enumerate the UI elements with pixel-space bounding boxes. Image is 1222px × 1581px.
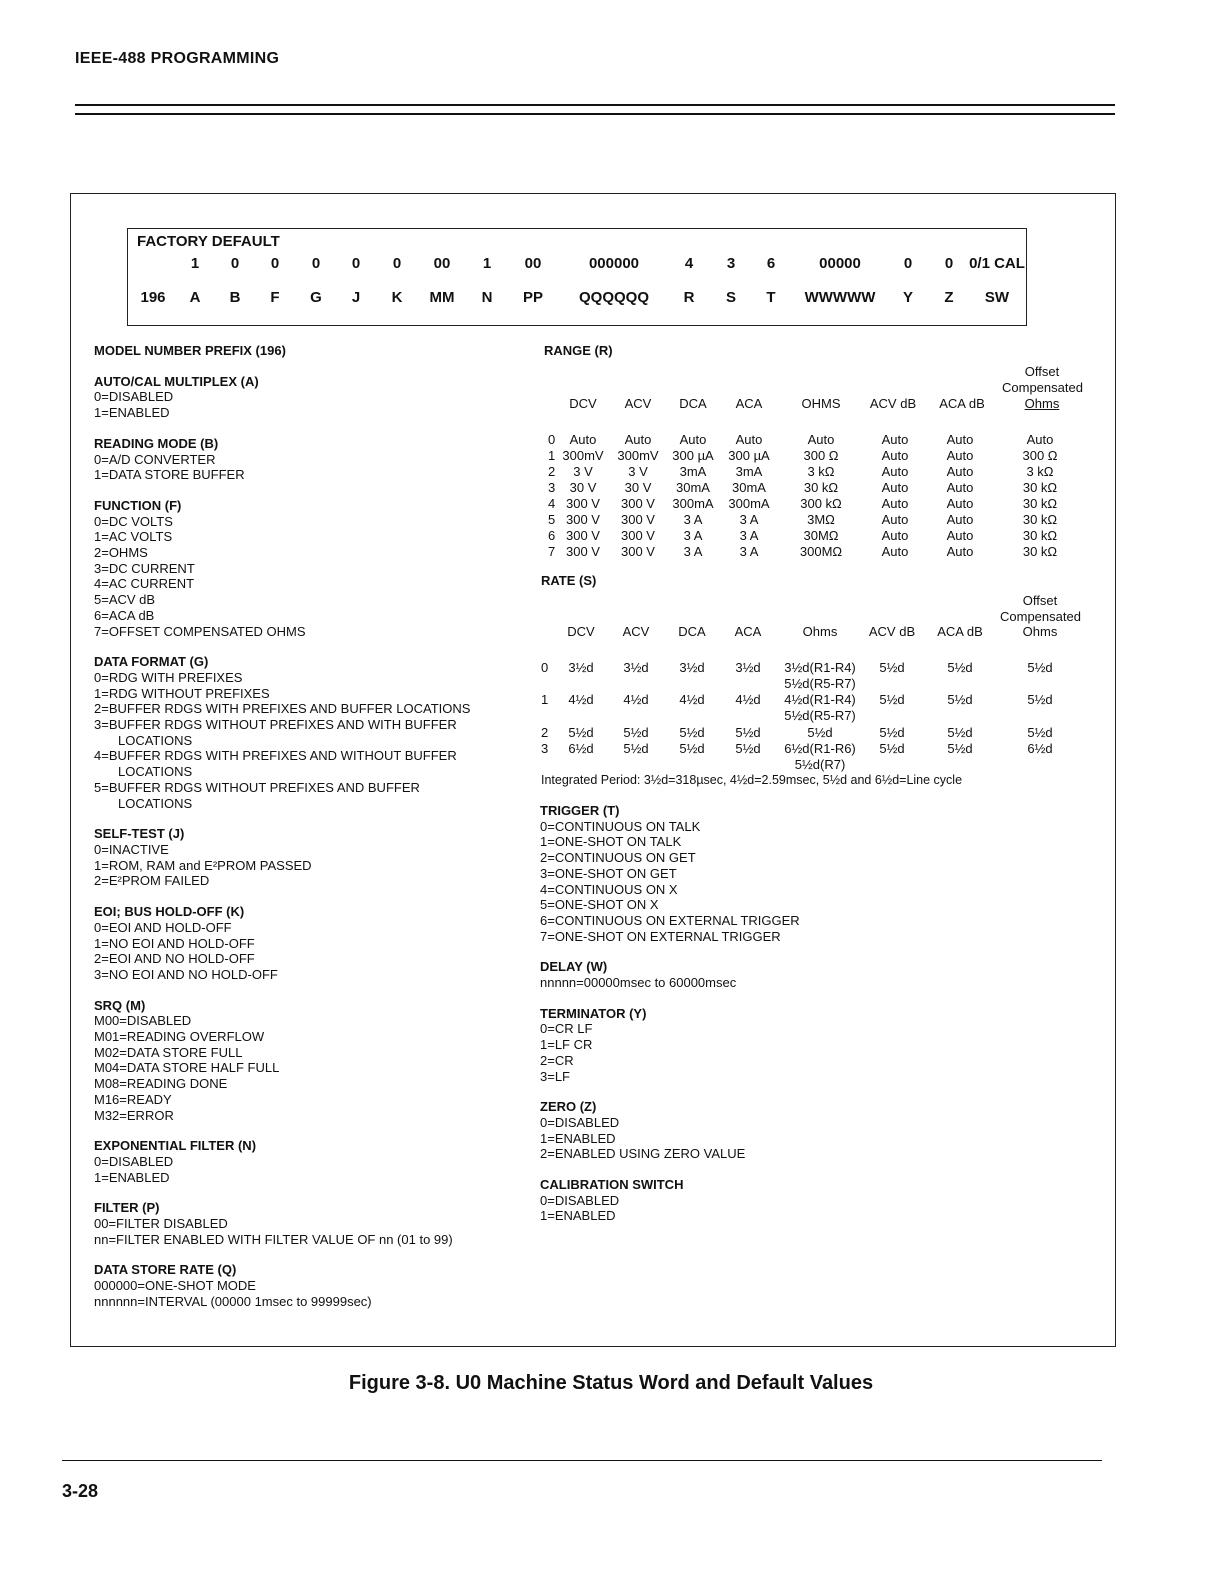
section	[540, 803, 1040, 944]
section-line: 0=INACTIVE	[94, 841, 169, 857]
rate-column-header: DCV	[567, 624, 595, 639]
offset-header: Ohms	[1024, 396, 1060, 411]
factory-default-letter: WWWWW	[804, 289, 876, 306]
section	[94, 904, 534, 983]
section-title: MODEL NUMBER PREFIX (196)	[94, 343, 286, 358]
range-cell: 3mA	[679, 464, 707, 479]
section-line: 1=ENABLED	[94, 1169, 170, 1185]
rate-cell: 5½d	[679, 725, 705, 740]
range-cell: 300 Ω	[1022, 448, 1058, 463]
section-line: M08=READING DONE	[94, 1076, 228, 1092]
section-line: LOCATIONS	[118, 764, 193, 780]
factory-default-value: 4	[684, 255, 694, 272]
section-line: 1=ENABLED	[540, 1130, 616, 1146]
range-cell: Auto	[881, 480, 909, 495]
range-cell: Auto	[881, 528, 909, 543]
section	[540, 1006, 1040, 1085]
range-cell: 300 Ω	[803, 448, 839, 463]
footer-rule	[62, 1460, 1102, 1461]
section-line: 5=ONE-SHOT ON X	[540, 897, 659, 913]
rate-row-number: 3	[541, 741, 549, 756]
rate-row-number: 2	[541, 725, 549, 740]
range-cell: 300 kΩ	[800, 496, 842, 511]
range-cell: Auto	[946, 432, 974, 447]
range-cell: Auto	[946, 464, 974, 479]
section-line: nn=FILTER ENABLED WITH FILTER VALUE OF nn (01 to 99)	[94, 1231, 453, 1247]
rate-cell: 5½d	[735, 725, 761, 740]
section-line: 1=NO EOI AND HOLD-OFF	[94, 935, 255, 951]
range-row-number: 1	[548, 448, 556, 463]
range-row-number: 7	[548, 544, 556, 559]
section-line: 0=CR LF	[540, 1021, 593, 1037]
right-column	[540, 803, 1040, 1224]
range-cell: Auto	[946, 448, 974, 463]
factory-default-letter: K	[391, 289, 403, 306]
factory-default-letter: F	[270, 289, 280, 306]
range-cell: Auto	[881, 432, 909, 447]
rate-cell: 6½d	[568, 741, 594, 756]
section-line: 1=LF CR	[540, 1037, 593, 1053]
rate-cell-sub: 5½d(R7)	[794, 757, 846, 772]
range-cell: 300 V	[621, 496, 655, 511]
rate-row-number: 0	[541, 660, 549, 675]
rate-column-header: ACA dB	[937, 624, 983, 639]
section-line: 000000=ONE-SHOT MODE	[94, 1278, 256, 1294]
rate-cell: 4½d	[679, 692, 705, 707]
factory-default-letter: PP	[522, 289, 543, 306]
rate-cell: 4½d	[623, 692, 649, 707]
rate-cell: 3½d	[623, 660, 649, 675]
range-cell: 300mA	[728, 496, 770, 511]
rate-cell: 5½d	[947, 692, 973, 707]
range-cell: Auto	[881, 448, 909, 463]
rate-cell: 5½d	[623, 725, 649, 740]
offset-header: Offset	[1022, 593, 1058, 608]
range-cell: 300 V	[566, 512, 600, 527]
section-title: SRQ (M)	[94, 997, 146, 1013]
section-line: 6=CONTINUOUS ON EXTERNAL TRIGGER	[540, 912, 800, 928]
rate-cell-sub: 5½d(R5-R7)	[784, 676, 856, 691]
factory-default-letter: T	[766, 289, 776, 306]
range-row-number: 2	[548, 464, 556, 479]
range-cell: Auto	[881, 544, 909, 559]
range-cell: Auto	[569, 432, 597, 447]
section-line: 1=RDG WITHOUT PREFIXES	[94, 685, 270, 701]
range-column-header: ACA	[735, 396, 763, 411]
factory-default-value: 0/1 CAL	[969, 255, 1025, 272]
range-cell: 3 V	[573, 464, 593, 479]
rate-column-header: ACV dB	[868, 624, 916, 639]
rate-cell: 5½d	[879, 725, 905, 740]
section-line: 5=ACV dB	[94, 592, 156, 608]
range-cell: Auto	[946, 496, 974, 511]
rate-title: RATE (S)	[541, 573, 597, 588]
section-title: TERMINATOR (Y)	[540, 1005, 647, 1021]
range-cell: 300 V	[621, 544, 655, 559]
rate-cell: 4½d	[568, 692, 594, 707]
rate-cell: 5½d	[735, 741, 761, 756]
factory-default-value: 6	[766, 255, 776, 272]
section-title: READING MODE (B)	[94, 435, 219, 451]
section-line: 0=DISABLED	[94, 389, 174, 405]
range-cell: 3 A	[739, 528, 759, 543]
range-cell: 300 V	[566, 544, 600, 559]
section-title: SELF-TEST (J)	[94, 826, 185, 842]
factory-default-value: 0	[944, 255, 954, 272]
range-cell: Auto	[881, 464, 909, 479]
range-column-header: ACV	[624, 396, 652, 411]
rate-cell-sub: 5½d(R5-R7)	[784, 708, 856, 723]
page-number: 3-28	[62, 1481, 99, 1501]
range-cell: 3 V	[628, 464, 648, 479]
range-cell: 300 µA	[672, 448, 714, 463]
section	[94, 998, 534, 1124]
range-cell: 3 A	[683, 528, 703, 543]
section-line: 4=BUFFER RDGS WITH PREFIXES AND WITHOUT BUFFER	[94, 748, 457, 764]
range-cell: 300 µA	[728, 448, 770, 463]
factory-default-letter: A	[189, 289, 201, 306]
range-cell: Auto	[735, 432, 763, 447]
rate-cell: 4½d	[735, 692, 761, 707]
range-column-header: OHMS	[801, 396, 841, 411]
range-cell: 300mV	[617, 448, 659, 463]
section	[94, 1200, 534, 1247]
rate-cell: 5½d	[1027, 660, 1053, 675]
range-cell: 30mA	[676, 480, 710, 495]
section-line: nnnnn=00000msec to 60000msec	[540, 975, 737, 991]
offset-header: Compensated	[1000, 609, 1081, 624]
range-cell: 300 V	[566, 528, 600, 543]
section-line: M04=DATA STORE HALF FULL	[94, 1060, 280, 1076]
section-line: 7=OFFSET COMPENSATED OHMS	[94, 623, 306, 639]
factory-default-letter: MM	[429, 289, 455, 306]
factory-default-letter: QQQQQQ	[578, 289, 649, 306]
factory-default-value: 0	[270, 255, 280, 272]
section-line: M02=DATA STORE FULL	[94, 1044, 243, 1060]
section-line: 3=LF	[540, 1068, 570, 1084]
section-line: 2=E²PROM FAILED	[94, 873, 210, 889]
rate-cell: 4½d(R1-R4)	[784, 692, 856, 707]
rate-cell: 5½d	[879, 741, 905, 756]
range-cell: 30 kΩ	[1022, 480, 1058, 495]
factory-default-letter: B	[229, 289, 241, 306]
range-cell: 30 kΩ	[803, 480, 839, 495]
section-line: nnnnnn=INTERVAL (00000 1msec to 99999sec)	[94, 1293, 372, 1309]
section-line: 4=CONTINUOUS ON X	[540, 881, 678, 897]
section-line: 0=DISABLED	[540, 1192, 620, 1208]
range-cell: 30MΩ	[803, 528, 839, 543]
range-cell: Auto	[1026, 432, 1054, 447]
section	[540, 959, 1040, 990]
factory-default-letter: Z	[944, 289, 954, 306]
range-cell: 3 A	[739, 544, 759, 559]
rate-cell: 5½d	[1027, 692, 1053, 707]
section-title: FILTER (P)	[94, 1200, 160, 1216]
factory-default-letter: J	[351, 289, 361, 306]
range-cell: 3 A	[683, 512, 703, 527]
range-row-number: 3	[548, 480, 556, 495]
range-cell: 30 kΩ	[1022, 528, 1058, 543]
rate-cell: 5½d	[1027, 725, 1053, 740]
range-cell: 3 A	[683, 544, 703, 559]
factory-default-letter: N	[481, 289, 493, 306]
section-line: 0=EOI AND HOLD-OFF	[94, 919, 232, 935]
range-cell: Auto	[881, 496, 909, 511]
factory-default-value: 000000	[588, 255, 640, 272]
factory-default-value: 1	[190, 255, 200, 272]
factory-default-letter: R	[683, 289, 695, 306]
section-line: 1=ROM, RAM and E²PROM PASSED	[94, 857, 312, 873]
section-line: 3=NO EOI AND NO HOLD-OFF	[94, 966, 278, 982]
rate-cell: 5½d	[568, 725, 594, 740]
section-line: 2=ENABLED USING ZERO VALUE	[540, 1146, 746, 1162]
section-line: 1=ONE-SHOT ON TALK	[540, 834, 682, 850]
range-cell: 30 kΩ	[1022, 496, 1058, 511]
factory-default-letter: Y	[902, 289, 913, 306]
section	[540, 1177, 1040, 1224]
section-line: M00=DISABLED	[94, 1013, 192, 1029]
factory-default-letter: SW	[984, 289, 1010, 306]
section-line: 6=ACA dB	[94, 607, 155, 623]
factory-default-value: 0	[311, 255, 321, 272]
section	[94, 1138, 534, 1185]
section-line: 2=OHMS	[94, 545, 148, 561]
section-line: 1=ENABLED	[540, 1208, 616, 1224]
section-line: LOCATIONS	[118, 795, 193, 811]
section-line: 00=FILTER DISABLED	[94, 1216, 228, 1232]
range-cell: 300mV	[562, 448, 604, 463]
factory-default-value: 0	[903, 255, 913, 272]
range-cell: 30 kΩ	[1022, 544, 1058, 559]
section	[540, 1099, 1040, 1162]
range-cell: Auto	[807, 432, 835, 447]
section-line: M32=ERROR	[94, 1107, 174, 1123]
factory-default-value: 00	[433, 255, 451, 272]
range-column-header: DCV	[569, 396, 597, 411]
range-column-header: ACV dB	[869, 396, 917, 411]
section-line: 0=RDG WITH PREFIXES	[94, 669, 243, 685]
factory-default-letter: G	[310, 289, 322, 306]
section	[94, 1262, 534, 1309]
range-cell: 3MΩ	[807, 512, 835, 527]
section	[94, 826, 534, 889]
rate-cell: 5½d	[879, 692, 905, 707]
range-row-number: 0	[548, 432, 556, 447]
section-line: 0=A/D CONVERTER	[94, 451, 216, 467]
section-title: DELAY (W)	[540, 959, 608, 975]
section-line: 0=DISABLED	[94, 1153, 174, 1169]
section-line: 1=DATA STORE BUFFER	[94, 467, 245, 483]
range-cell: 3 kΩ	[807, 464, 835, 479]
range-cell: 300 V	[566, 496, 600, 511]
range-cell: 300MΩ	[799, 544, 843, 559]
rate-cell: 5½d	[947, 725, 973, 740]
section-line: 0=DC VOLTS	[94, 513, 173, 529]
section-line: M01=READING OVERFLOW	[94, 1029, 265, 1045]
range-cell: Auto	[946, 544, 974, 559]
section-line: 5=BUFFER RDGS WITHOUT PREFIXES AND BUFFER	[94, 779, 420, 795]
section-title: DATA FORMAT (G)	[94, 654, 209, 670]
section-line: 0=CONTINUOUS ON TALK	[540, 818, 701, 834]
section-title: EXPONENTIAL FILTER (N)	[94, 1138, 257, 1154]
factory-default-letter: S	[725, 289, 736, 306]
section-title: FUNCTION (F)	[94, 497, 182, 513]
section-line: 2=CONTINUOUS ON GET	[540, 850, 696, 866]
rate-cell: 5½d	[807, 725, 833, 740]
section-line: M16=READY	[94, 1091, 172, 1107]
factory-default-value: 00000	[819, 255, 861, 272]
range-cell: 3 kΩ	[1026, 464, 1054, 479]
offset-header: Compensated	[1002, 380, 1083, 395]
range-cell: 3 A	[739, 512, 759, 527]
section-line: 7=ONE-SHOT ON EXTERNAL TRIGGER	[540, 928, 781, 944]
range-cell: 30 kΩ	[1022, 512, 1058, 527]
range-row-number: 6	[548, 528, 556, 543]
rate-cell: 3½d	[679, 660, 705, 675]
rate-column-header: Ohms	[802, 624, 838, 639]
section-line: 3=BUFFER RDGS WITHOUT PREFIXES AND WITH BUFFER	[94, 717, 457, 733]
range-cell: 30 V	[624, 480, 652, 495]
range-cell: Auto	[679, 432, 707, 447]
section-title: TRIGGER (T)	[540, 803, 620, 818]
rate-column-header: Ohms	[1022, 624, 1058, 639]
section-line: 2=CR	[540, 1052, 574, 1068]
rate-column-header: DCA	[678, 624, 706, 639]
section-line: 0=DISABLED	[540, 1114, 620, 1130]
range-column-header: ACA dB	[939, 396, 985, 411]
range-cell: Auto	[946, 512, 974, 527]
range-cell: Auto	[946, 480, 974, 495]
section-line: 4=AC CURRENT	[94, 576, 195, 592]
factory-default-value: 00	[524, 255, 542, 272]
rate-column-header: ACV	[622, 624, 650, 639]
factory-default-value: 0	[392, 255, 402, 272]
section-title: CALIBRATION SWITCH	[540, 1177, 684, 1193]
rate-cell: 6½d(R1-R6)	[784, 741, 856, 756]
rate-cell: 6½d	[1027, 741, 1053, 756]
rate-cell: 5½d	[679, 741, 705, 756]
range-cell: 300 V	[621, 528, 655, 543]
rate-row-number: 1	[541, 692, 549, 707]
range-title: RANGE (R)	[544, 343, 613, 358]
range-row-number: 5	[548, 512, 556, 527]
page-header: IEEE-488 PROGRAMMING	[75, 50, 280, 67]
section-line: 2=EOI AND NO HOLD-OFF	[94, 951, 255, 967]
rate-note: Integrated Period: 3½d=318µsec, 4½d=2.59msec, 5½d and 6½d=Line cycle	[541, 773, 963, 787]
figure-caption: Figure 3-8. U0 Machine Status Word and Default Values	[348, 1372, 874, 1394]
section-line: 2=BUFFER RDGS WITH PREFIXES AND BUFFER LOCATIONS	[94, 701, 471, 717]
rate-cell: 5½d	[879, 660, 905, 675]
section-title: EOI; BUS HOLD-OFF (K)	[94, 904, 245, 920]
factory-default-title: FACTORY DEFAULT	[137, 233, 280, 250]
section-line: 1=AC VOLTS	[94, 529, 173, 545]
rate-cell: 5½d	[947, 741, 973, 756]
range-row-number: 4	[548, 496, 556, 511]
rate-cell: 3½d	[568, 660, 594, 675]
rate-column-header: ACA	[734, 624, 762, 639]
range-cell: Auto	[881, 512, 909, 527]
section-title: ZERO (Z)	[540, 1099, 597, 1115]
rate-cell: 5½d	[947, 660, 973, 675]
range-cell: 300mA	[672, 496, 714, 511]
factory-default-value: 1	[482, 255, 492, 272]
range-column-header: DCA	[679, 396, 707, 411]
range-cell: 30mA	[732, 480, 766, 495]
section-line: 3=DC CURRENT	[94, 560, 195, 576]
section-line: 1=ENABLED	[94, 405, 170, 421]
section-title: DATA STORE RATE (Q)	[94, 1262, 237, 1278]
factory-default-value: 0	[351, 255, 361, 272]
factory-default-value: 3	[726, 255, 736, 272]
offset-header: Offset	[1024, 364, 1060, 379]
rate-cell: 3½d	[735, 660, 761, 675]
factory-default-value: 0	[230, 255, 240, 272]
range-cell: 3mA	[735, 464, 763, 479]
range-cell: 300 V	[621, 512, 655, 527]
factory-default-letter: 196	[140, 289, 166, 306]
range-cell: Auto	[946, 528, 974, 543]
range-cell: 30 V	[569, 480, 597, 495]
rate-cell: 5½d	[623, 741, 649, 756]
section-line: 3=ONE-SHOT ON GET	[540, 865, 677, 881]
section-title: AUTO/CAL MULTIPLEX (A)	[94, 373, 259, 389]
range-cell: Auto	[624, 432, 652, 447]
section-line: LOCATIONS	[118, 732, 193, 748]
rate-cell: 3½d(R1-R4)	[784, 660, 856, 675]
